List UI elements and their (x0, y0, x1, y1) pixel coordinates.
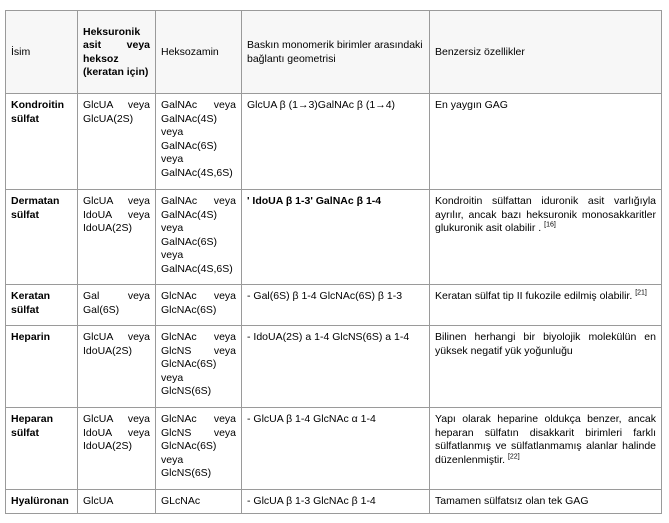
feature-text: Kondroitin sülfattan iduronik asit varlığıyla ayrılır, ancak bazı heksuronik monosakkaritler glukuronik asit olabilir . (435, 195, 656, 234)
row-linkage: - GlcUA β 1-3 GlcNAc β 1-4 (242, 490, 430, 514)
row-linkage: - GlcUA β 1-4 GlcNAc α 1-4 (242, 408, 430, 490)
header-row (6, 11, 662, 94)
row-feature (430, 190, 662, 285)
row-acid: GlcUA veya IdoUA(2S) (78, 326, 156, 408)
row-amine: GLcNAc (156, 490, 242, 514)
row-amine: GlcNAc veya GlcNS veya GlcNAc(6S) veya GlcNS(6S) (156, 408, 242, 490)
row-name: Hyalüronan (6, 490, 78, 514)
row-linkage: - Gal(6S) β 1-4 GlcNAc(6S) β 1-3 (242, 285, 430, 326)
citation-ref[interactable]: [22] (507, 453, 520, 460)
row-amine: GalNAc veya GalNAc(4S) veya GalNAc(6S) veya GalNAc(4S,6S) (156, 94, 242, 190)
row-amine: GlcNAc veya GlcNAc(6S) (156, 285, 242, 326)
row-acid: GlcUA veya IdoUA veya IdoUA(2S) (78, 190, 156, 285)
feature-text: Bilinen herhangi bir biyolojik molekülün en yüksek negatif yük yoğunluğu (435, 331, 656, 357)
header-isim: İsim (6, 11, 78, 94)
row-amine: GalNAc veya GalNAc(4S) veya GalNAc(6S) veya GalNAc(4S,6S) (156, 190, 242, 285)
table-row (6, 190, 662, 285)
table-row (6, 285, 662, 326)
row-feature (430, 326, 662, 408)
row-amine: GlcNAc veya GlcNS veya GlcNAc(6S) veya GlcNS(6S) (156, 326, 242, 408)
header-ozellikler: Benzersiz özellikler (430, 11, 662, 94)
header-heksuronik: Heksuronik asit veya heksoz (keratan için) (78, 11, 156, 94)
table-row (6, 94, 662, 190)
row-name: Dermatan sülfat (6, 190, 78, 285)
row-name: Kondroitin sülfat (6, 94, 78, 190)
row-acid: GlcUA (78, 490, 156, 514)
row-feature (430, 94, 662, 190)
feature-text: En yaygın GAG (435, 99, 508, 111)
row-acid: GlcUA veya IdoUA veya IdoUA(2S) (78, 408, 156, 490)
row-acid: Gal veya Gal(6S) (78, 285, 156, 326)
glycosaminoglycan-table (5, 10, 662, 514)
row-acid: GlcUA veya GlcUA(2S) (78, 94, 156, 190)
feature-text: Tamamen sülfatsız olan tek GAG (435, 495, 589, 507)
row-linkage: ' IdoUA β 1-3' GalNAc β 1-4 (242, 190, 430, 285)
table-row (6, 408, 662, 490)
row-name: Keratan sülfat (6, 285, 78, 326)
citation-ref[interactable]: [16] (544, 221, 556, 229)
row-linkage: - IdoUA(2S) a 1-4 GlcNS(6S) a 1-4 (242, 326, 430, 408)
row-name: Heparan sülfat (6, 408, 78, 490)
table-row (6, 326, 662, 408)
citation-ref[interactable]: [21] (635, 289, 647, 297)
feature-text: Keratan sülfat tip II fukozile edilmiş olabilir. (435, 290, 633, 302)
feature-text: Yapı olarak heparine oldukça benzer, ancak heparan sülfatın disakkarit birimleri farklı sülfatlanmış ve sülfatlanmamış alanlar halinde düzenlenmiştir. (435, 413, 656, 466)
header-baglanti: Baskın monomerik birimler arasındaki bağlantı geometrisi (242, 11, 430, 94)
row-name: Heparin (6, 326, 78, 408)
row-linkage: GlcUA β (1→3)GalNAc β (1→4) (242, 94, 430, 190)
row-feature (430, 408, 662, 490)
row-feature (430, 490, 662, 514)
header-heksozamin: Heksozamin (156, 11, 242, 94)
table-row (6, 490, 662, 514)
row-feature (430, 285, 662, 326)
